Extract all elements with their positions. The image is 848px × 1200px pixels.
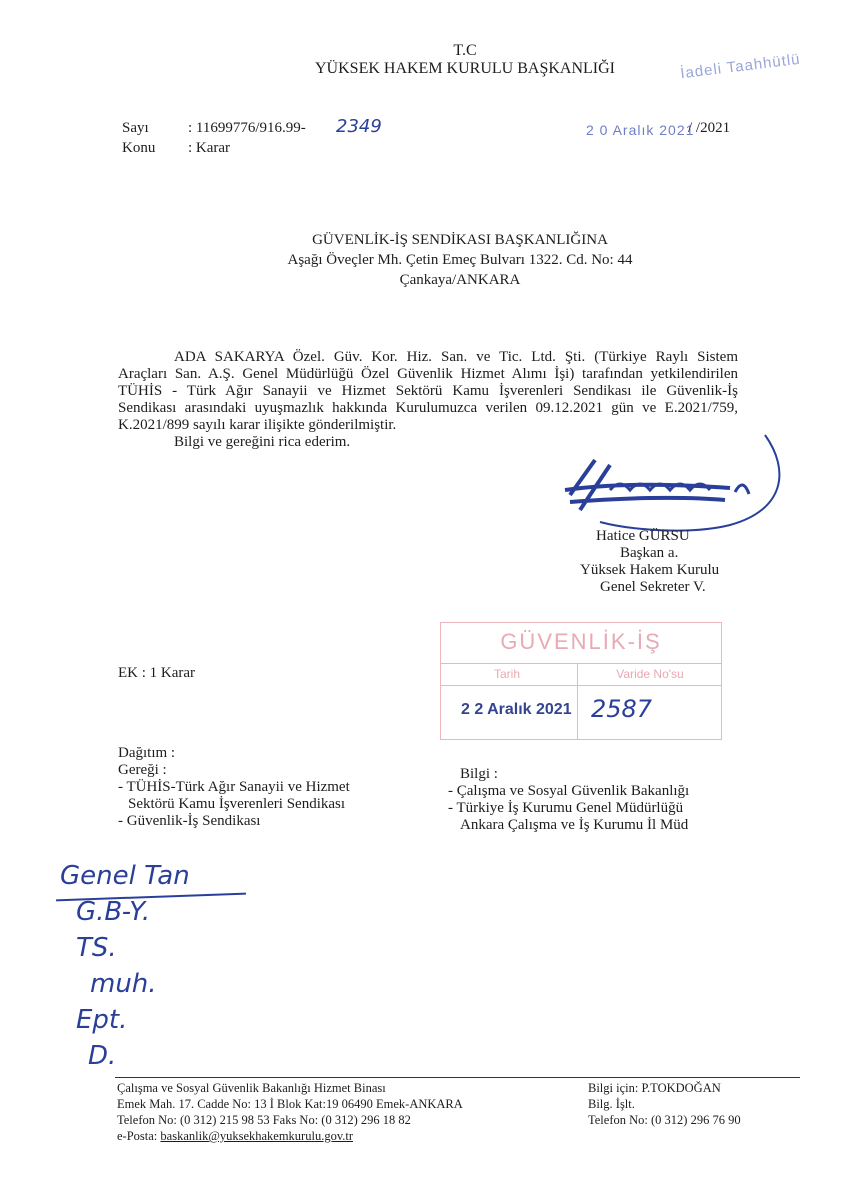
date-typed: / /2021 [688, 120, 731, 136]
gereği-item: Sektörü Kamu İşverenleri Sendikası [128, 796, 346, 812]
receipt-stamp-number: 2587 [591, 695, 653, 723]
sayi-label: Sayı [122, 120, 149, 136]
body-line: Sendikası arasındaki uyuşmazlık hakkında Kurulumuzca verilen 09.12.2021 gün ve E.2021/759, [118, 400, 738, 416]
body-line: Araçları San. A.Ş. Genel Müdürlüğü Özel Güvenlik Hizmet Alımı İşi) tarafından yetkilendirilen [118, 366, 738, 382]
body-line: ADA SAKARYA Özel. Güv. Kor. Hiz. San. ve Tic. Ltd. Şti. (Türkiye Raylı Sistem [174, 349, 738, 365]
attachment-line: EK : 1 Karar [118, 665, 196, 681]
handwritten-note: Genel Tan [60, 861, 190, 891]
receipt-stamp-col-date: Tarih [493, 667, 520, 681]
document-meta [122, 116, 742, 160]
signer-title-1: Başkan a. [620, 545, 679, 561]
recipient-block [240, 230, 680, 290]
handwritten-note: TS. [76, 933, 117, 963]
konu-value: : Karar [188, 140, 231, 156]
footer-contact-line: Telefon No: (0 312) 296 76 90 [588, 1113, 741, 1127]
handwritten-note: muh. [90, 969, 157, 999]
konu-label: Konu [122, 140, 156, 156]
handwritten-note: Ept. [76, 1005, 128, 1035]
body-line: K.2021/899 sayılı karar ilişikte gönderilmiştir. [118, 417, 397, 433]
footer-rule [115, 1077, 800, 1078]
handwritten-note: D. [88, 1041, 117, 1071]
receipt-stamp-col-number: Varide No'su [616, 667, 684, 681]
gereği-item: - Güvenlik-İş Sendikası [118, 813, 261, 829]
footer-email-label: e-Posta: [117, 1129, 158, 1143]
bilgi-item: - Türkiye İş Kurumu Genel Müdürlüğü [448, 800, 684, 816]
delivery-stamp: İadeli Taahhütlü [679, 50, 802, 83]
gereği-label: Gereği : [118, 762, 167, 778]
footer-contact-line: Bilgi için: P.TOKDOĞAN [588, 1081, 721, 1095]
letterhead-line-1: T.C [453, 42, 477, 59]
bilgi-item: Ankara Çalışma ve İş Kurumu İl Müd [460, 817, 689, 833]
recipient-name: GÜVENLİK-İŞ SENDİKASI BAŞKANLIĞINA [312, 232, 608, 248]
sayi-value: : 11699776/916.99- [188, 120, 306, 136]
signer-name: Hatice GÜRSU [596, 528, 690, 544]
signer-title-2: Yüksek Hakem Kurulu [580, 562, 720, 578]
distribution-title: Dağıtım : [118, 745, 176, 761]
footer-address-line: Telefon No: (0 312) 215 98 53 Faks No: (0 312) 296 18 82 [117, 1113, 411, 1127]
footer-email-link[interactable]: baskanlik@yuksekhakemkurulu.gov.tr [160, 1129, 354, 1143]
signer-title-3: Genel Sekreter V. [600, 579, 706, 595]
receipt-stamp-org: GÜVENLİK-İŞ [500, 629, 662, 654]
receipt-stamp-date: 2 2 Aralık 2021 [461, 701, 572, 718]
footer-right [588, 1080, 741, 1128]
footer-contact-line: Bilg. İşlt. [588, 1097, 635, 1111]
body-line: TÜHİS - Türk Ağır Sanayii ve Hizmet Sektörü Kamu İşverenleri Sendikası ile Güvenlik-İş [118, 383, 738, 399]
gereği-item: - TÜHİS-Türk Ağır Sanayii ve Hizmet [118, 779, 350, 795]
signature-scribble [540, 430, 800, 540]
distribution-block [118, 745, 818, 832]
footer-email-line [117, 1128, 463, 1144]
footer-left [117, 1080, 463, 1144]
footer-address-line: Emek Mah. 17. Cadde No: 13 İ Blok Kat:19 06490 Emek-ANKARA [117, 1097, 463, 1111]
letterhead [300, 42, 630, 78]
sayi-handwritten: 2349 [336, 116, 382, 137]
closing-line: Bilgi ve gereğini rica ederim. [174, 434, 351, 450]
footer-address-line: Çalışma ve Sosyal Güvenlik Bakanlığı Hizmet Binası [117, 1081, 386, 1095]
bilgi-label: Bilgi : [460, 766, 498, 782]
recipient-address: Aşağı Öveçler Mh. Çetin Emeç Bulvarı 1322. Cd. No: 44 [287, 252, 633, 268]
handwritten-note: G.B-Y. [76, 897, 151, 927]
date-stamp: 2 0 Aralık 2021 [586, 122, 695, 138]
recipient-city: Çankaya/ANKARA [399, 272, 521, 288]
letterhead-line-2: YÜKSEK HAKEM KURULU BAŞKANLIĞI [315, 60, 615, 77]
receipt-stamp [440, 622, 722, 740]
bilgi-item: - Çalışma ve Sosyal Güvenlik Bakanlığı [448, 783, 690, 799]
signature-block [576, 528, 776, 596]
handwritten-notes [60, 858, 190, 1074]
